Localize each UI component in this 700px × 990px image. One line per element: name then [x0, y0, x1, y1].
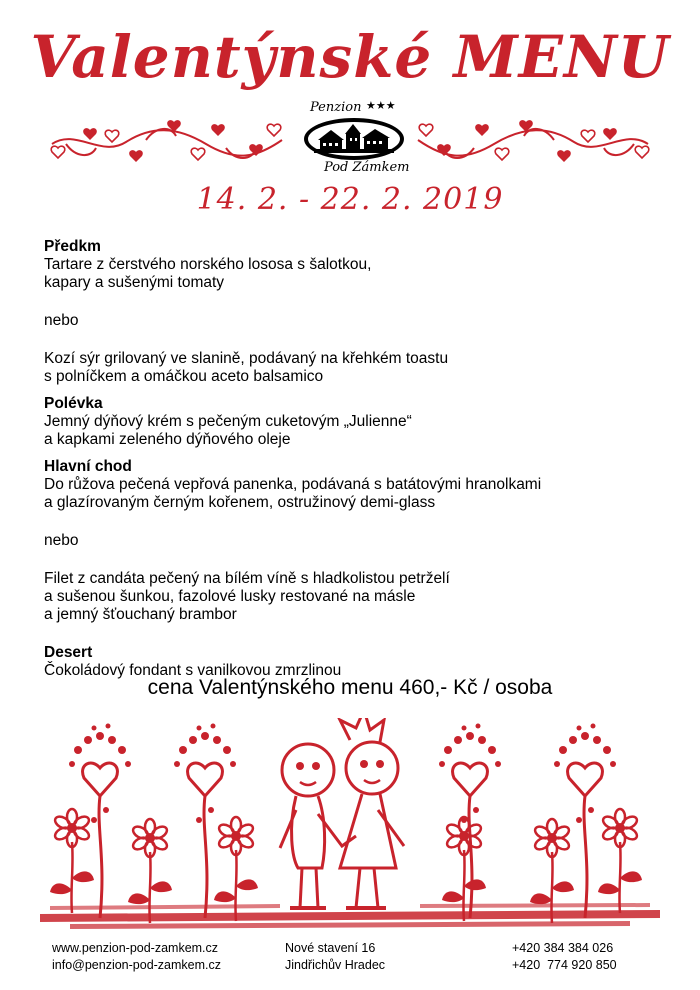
- footer-address: [285, 940, 385, 974]
- penzion-logo: [300, 100, 408, 180]
- footer-phones: [512, 940, 617, 974]
- starter-or: nebo: [44, 312, 79, 329]
- dessert-line1: Čokoládový fondant s vanilkovou zmrzlinou: [44, 662, 342, 679]
- castle-emblem-icon: [302, 116, 406, 162]
- menu-dates: 14. 2. - 22. 2. 2019: [196, 182, 504, 217]
- starter-heading: Předkm: [44, 238, 101, 255]
- dessert-section: [44, 644, 684, 680]
- dessert-heading: Desert: [44, 644, 93, 661]
- footer-website-link[interactable]: www.penzion-pod-zamkem.cz: [52, 941, 219, 955]
- soup-heading: Polévka: [44, 395, 103, 412]
- right-heart-ornament: [416, 118, 654, 168]
- starter-option2-line1: Kozí sýr grilovaný ve slanině, podávaný na křehkém toastu: [44, 350, 449, 367]
- menu-content: [44, 238, 684, 680]
- soup-section: [44, 395, 684, 449]
- main-option1-line2: a glazírovaným černým kořenem, ostružinový demi-glass: [44, 494, 436, 511]
- menu-title: Valentýnské MENU: [30, 23, 670, 91]
- valentine-illustration: [0, 718, 700, 934]
- main-option2-line3: a jemný šťouchaný brambor: [44, 606, 237, 623]
- starter-section: [44, 238, 684, 386]
- main-option1-line1: Do růžova pečená vepřová panenka, podávaná s batátovými hranolkami: [44, 476, 542, 493]
- starter-option2-line2: s polníčkem a omáčkou aceto balsamico: [44, 368, 324, 385]
- logo-stars-icon: ★★★: [366, 99, 396, 112]
- main-section: [44, 458, 684, 624]
- logo-bottom-text: Pod Zámkem: [324, 160, 410, 175]
- starter-option1-line2: kapary a sušenými tomaty: [44, 274, 225, 291]
- footer-contact-web: [52, 940, 221, 974]
- footer-email-link[interactable]: info@penzion-pod-zamkem.cz: [52, 958, 222, 972]
- footer-city: Jindřichův Hradec: [285, 958, 386, 972]
- left-heart-ornament: [46, 118, 284, 168]
- soup-line2: a kapkami zeleného dýňového oleje: [44, 431, 291, 448]
- soup-line1: Jemný dýňový krém s pečeným cuketovým „Julienne“: [44, 413, 412, 430]
- footer-phone1: +420 384 384 026: [512, 941, 614, 955]
- menu-price: cena Valentýnského menu 460,- Kč / osoba: [147, 676, 553, 699]
- main-heading: Hlavní chod: [44, 458, 132, 475]
- main-option2-line1: Filet z candáta pečený na bílém víně s hladkolistou petrželí: [44, 570, 450, 587]
- main-option2-line2: a sušenou šunkou, fazolové lusky restované na másle: [44, 588, 416, 605]
- logo-top-text: Penzion: [310, 100, 362, 115]
- main-or: nebo: [44, 532, 79, 549]
- starter-option1-line1: Tartare z čerstvého norského lososa s šalotkou,: [44, 256, 372, 273]
- footer-phone2: +420 774 920 850: [512, 958, 617, 972]
- footer-street: Nové stavení 16: [285, 941, 376, 955]
